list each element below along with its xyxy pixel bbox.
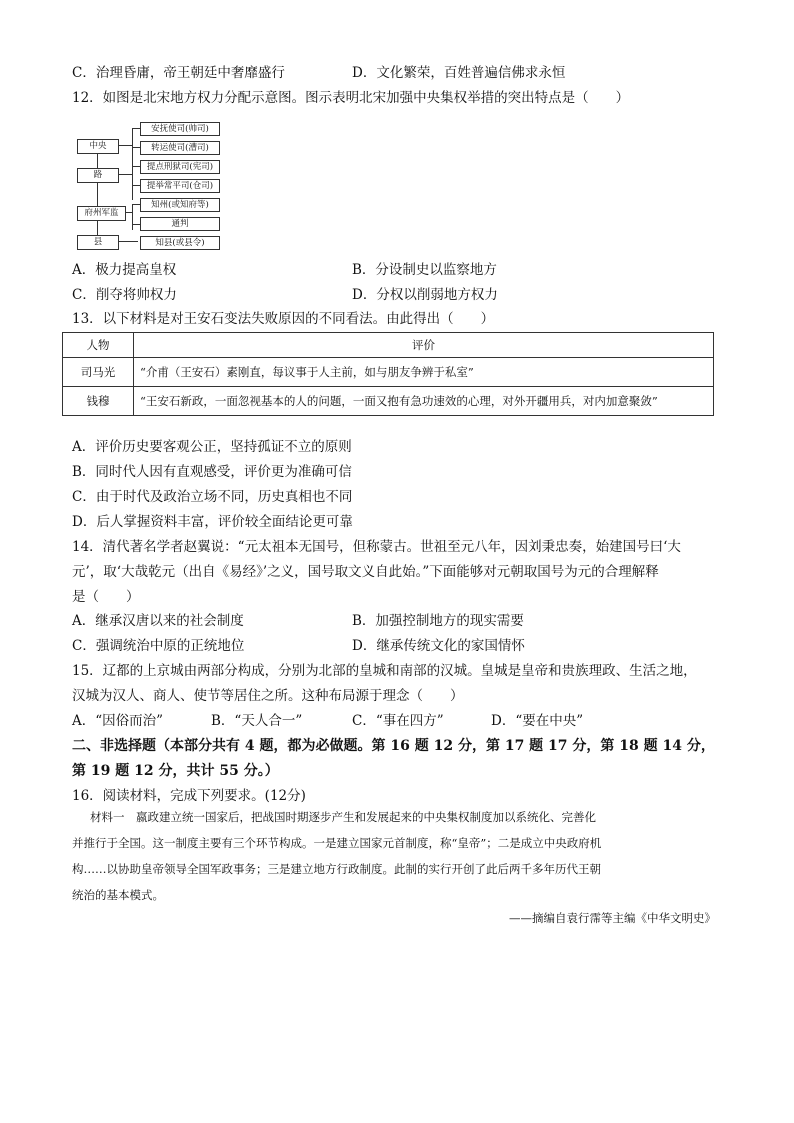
diagram-official-box: 通判 xyxy=(140,217,220,231)
q14-option-a: A．继承汉唐以来的社会制度 xyxy=(72,613,244,629)
diagram-official-box: 转运使司(漕司) xyxy=(140,141,220,155)
section2-heading-line1: 二、非选择题（本部分共有 4 题，都为必做题。第 16 题 12 分，第 17 题 17 分，第 18 题 14 分， xyxy=(72,738,715,754)
diagram-connector xyxy=(118,145,132,146)
evaluation-table xyxy=(62,332,714,416)
q16-material-line4: 统治的基本模式。 xyxy=(72,888,164,902)
diagram-connector xyxy=(132,147,140,148)
q15-option-a: A．“因俗而治” xyxy=(72,713,164,729)
q12-stem: 12．如图是北宋地方权力分配示意图。图示表明北宋加强中央集权举措的突出特点是（ ） xyxy=(72,90,630,106)
q14-option-c: C．强调统治中原的正统地位 xyxy=(72,638,245,654)
table-header-person: 人物 xyxy=(63,333,134,358)
q13-option-a: A．评价历史要客观公正，坚持孤证不立的原则 xyxy=(72,439,352,455)
table-header-eval: 评价 xyxy=(134,333,714,358)
q14-option-d: D．继承传统文化的家国情怀 xyxy=(352,638,525,654)
q15-option-b: B．“天人合一” xyxy=(211,713,303,729)
q12-option-a: A．极力提高皇权 xyxy=(72,262,177,278)
table-row xyxy=(63,358,714,387)
diagram-official-box: 知州(或知府等) xyxy=(140,198,220,212)
q14-stem-line3: 是（ ） xyxy=(72,589,140,605)
diagram-connector xyxy=(97,153,98,168)
diagram-official-box: 提点刑狱司(宪司) xyxy=(140,160,220,174)
diagram-connector xyxy=(132,128,133,200)
diagram-official-box: 提举常平司(仓司) xyxy=(140,179,220,193)
table-cell-person: 司马光 xyxy=(63,358,134,387)
diagram-central-box: 中央 xyxy=(77,139,119,154)
table-row xyxy=(63,387,714,416)
q15-stem-line2: 汉城为汉人、商人、使节等居住之所。这种布局源于理念（ ） xyxy=(72,688,464,704)
diagram-connector xyxy=(97,220,98,235)
q16-stem: 16．阅读材料，完成下列要求。(12分) xyxy=(72,788,306,804)
diagram-connector xyxy=(132,204,133,230)
q12-option-c: C．削夺将帅权力 xyxy=(72,287,177,303)
diagram-connector xyxy=(132,185,140,186)
q16-material-line1: 材料一 嬴政建立统一国家后，把战国时期逐步产生和发展起来的中央集权制度加以系统化、完善化 xyxy=(90,810,596,824)
q16-material-line3: 构……以协助皇帝领导全国军政事务；三是建立地方行政制度。此制的实行开创了此后两千多年历代王朝 xyxy=(72,862,601,876)
q13-option-b: B．同时代人因有直观感受，评价更为准确可信 xyxy=(72,464,352,480)
table-cell-person: 钱穆 xyxy=(63,387,134,416)
q14-stem-line1: 14．清代著名学者赵翼说：“元太祖本无国号，但称蒙古。世祖至元八年，因刘秉忠奏，始建国号曰‘大 xyxy=(72,539,681,555)
table-cell-comment: “介甫（王安石）素刚直，每议事于人主前，如与朋友争辨于私室” xyxy=(134,358,714,387)
q13-stem: 13．以下材料是对王安石变法失败原因的不同看法。由此得出（ ） xyxy=(72,311,495,327)
q16-material-line2: 并推行于全国。这一制度主要有三个环节构成。一是建立国家元首制度，称“皇帝”；二是成立中央政府机 xyxy=(72,836,602,850)
q15-stem-line1: 15．辽都的上京城由两部分构成，分别为北部的皇城和南部的汉城。皇城是皇帝和贵族理政、生活之地， xyxy=(72,663,697,679)
q14-option-b: B．加强控制地方的现实需要 xyxy=(352,613,524,629)
diagram-connector xyxy=(132,166,140,167)
diagram-connector xyxy=(118,174,132,175)
q16-source-citation: ——摘编自袁行霈等主编《中华文明史》 xyxy=(509,911,716,925)
q11-option-c: C．治理昏庸，帝王朝廷中奢靡盛行 xyxy=(72,65,285,81)
q13-option-c: C．由于时代及政治立场不同，历史真相也不同 xyxy=(72,489,353,505)
diagram-county-box: 县 xyxy=(77,235,119,250)
q13-option-d: D．后人掌握资料丰富，评价较全面结论更可靠 xyxy=(72,514,353,530)
diagram-route-box: 路 xyxy=(77,168,119,183)
diagram-connector xyxy=(97,182,98,206)
diagram-connector xyxy=(132,224,140,225)
q12-option-d: D．分权以削弱地方权力 xyxy=(352,287,498,303)
q12-option-b: B．分设制史以监察地方 xyxy=(352,262,497,278)
diagram-connector xyxy=(132,128,140,129)
table-cell-comment: “王安石新政，一面忽视基本的人的问题，一面又抱有急功速效的心理，对外开疆用兵，对内加意聚敛” xyxy=(134,387,714,416)
section2-heading-line2: 第 19 题 12 分，共计 55 分。） xyxy=(72,763,279,779)
q11-option-d: D．文化繁荣，百姓普遍信佛求永恒 xyxy=(352,65,566,81)
table-header-row xyxy=(63,333,714,358)
diagram-connector xyxy=(118,241,138,242)
diagram-prefecture-box: 府州军监 xyxy=(77,206,126,221)
diagram-connector xyxy=(125,212,132,213)
diagram-official-box: 安抚使司(帅司) xyxy=(140,122,220,136)
q15-option-c: C．“事在四方” xyxy=(352,713,444,729)
q14-stem-line2: 元’，取‘大哉乾元（出自《易经》’之义，国号取文义自此始。”下面能够对元朝取国号为元的合理解释 xyxy=(72,564,659,580)
power-distribution-diagram xyxy=(74,120,224,252)
q15-option-d: D．“要在中央” xyxy=(491,713,584,729)
diagram-connector xyxy=(132,204,140,205)
diagram-official-box: 知县(或县令) xyxy=(140,236,220,250)
